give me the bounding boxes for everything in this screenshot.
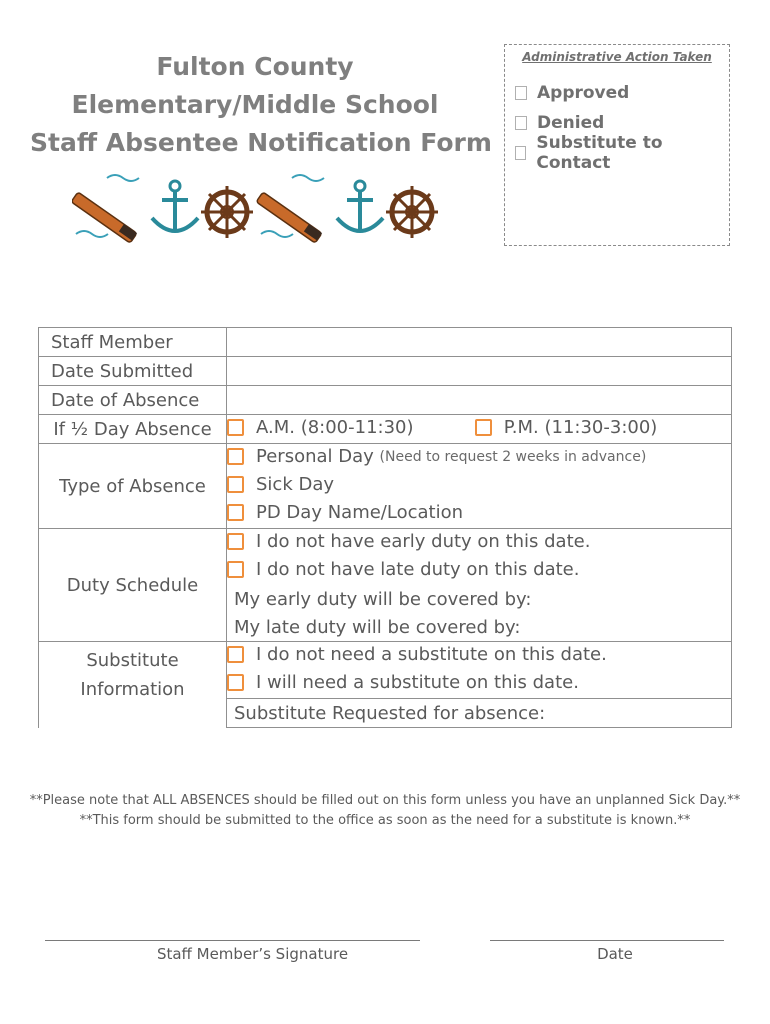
option-personal-day[interactable] [227,444,732,473]
checkbox-icon[interactable] [475,419,492,436]
admin-option-label: Substitute to Contact [536,133,663,173]
label-type-of-absence: Type of Absence [39,444,227,529]
option-no-substitute[interactable] [227,642,732,671]
spyglass-icon [256,175,324,243]
label-date-submitted: Date Submitted [39,357,227,386]
label-date-of-absence: Date of Absence [39,386,227,415]
label-substitute-line2: Information [80,679,185,700]
anchor-icon [152,181,198,232]
option-pd-label: PD Day Name/Location [256,502,463,523]
anchor-icon [337,181,383,232]
admin-option-label: Approved [537,83,630,103]
checkbox-icon[interactable] [227,674,244,691]
field-date-of-absence[interactable] [227,386,732,415]
personal-day-note: (Need to request 2 weeks in advance) [379,448,647,465]
field-late-duty-cover[interactable]: My late duty will be covered by: [227,613,732,642]
note-all-absences: **Please note that ALL ABSENCES should be filled out on this form unless you have an unplanned Sick Day.** [29,793,741,808]
admin-option-label: Denied [537,113,605,133]
label-staff-member: Staff Member [39,328,227,357]
option-am-label: A.M. (8:00-11:30) [256,417,414,438]
title-line-1: Fulton County [156,52,354,81]
admin-option-approved[interactable] [515,78,729,108]
date-line[interactable] [490,940,724,941]
field-staff-member[interactable] [227,328,732,357]
checkbox-icon[interactable] [515,86,527,100]
option-sick-label: Sick Day [256,474,335,495]
label-substitute-line1: Substitute [86,650,179,671]
admin-action-box [504,44,730,246]
staff-signature-label: Staff Member’s Signature [156,945,349,963]
signature-line[interactable] [45,940,420,941]
title-line-2: Elementary/Middle School [71,90,439,119]
admin-option-substitute[interactable] [515,133,729,173]
checkbox-icon[interactable] [227,533,244,550]
absence-form-table [38,327,732,728]
option-no-late-duty[interactable] [227,557,732,585]
option-need-substitute-label: I will need a substitute on this date. [256,672,579,693]
option-sick-day[interactable] [227,472,732,500]
option-pd-day[interactable] [227,500,732,529]
spyglass-icon [72,175,139,243]
checkbox-icon[interactable] [515,146,526,160]
label-duty-schedule: Duty Schedule [39,529,227,642]
label-half-day: If ½ Day Absence [39,415,227,444]
option-no-early-label: I do not have early duty on this date. [256,531,591,552]
note-submit-office: **This form should be submitted to the office as soon as the need for a substitute is known.** [79,813,691,828]
checkbox-icon[interactable] [515,116,527,130]
checkbox-icon[interactable] [227,448,244,465]
label-substitute-info [39,642,227,728]
ships-wheel-icon [201,186,253,238]
ships-wheel-icon [386,186,438,238]
form-title [30,48,492,162]
field-substitute-requested[interactable]: Substitute Requested for absence: [227,699,732,728]
date-label: Date [597,945,633,963]
nautical-decoration [72,172,452,250]
option-no-substitute-label: I do not need a substitute on this date. [256,644,607,665]
checkbox-icon[interactable] [227,419,244,436]
half-day-options [227,415,732,444]
option-pm-label: P.M. (11:30-3:00) [503,417,658,438]
admin-title: Administrative Action Taken [522,50,712,64]
option-pm[interactable] [475,417,658,438]
option-am[interactable] [227,417,469,438]
option-no-late-label: I do not have late duty on this date. [256,559,580,580]
option-personal-label: Personal Day [256,446,374,467]
checkbox-icon[interactable] [227,504,244,521]
option-need-substitute[interactable] [227,670,732,699]
field-date-submitted[interactable] [227,357,732,386]
checkbox-icon[interactable] [227,476,244,493]
option-no-early-duty[interactable] [227,529,732,558]
checkbox-icon[interactable] [227,646,244,663]
field-early-duty-cover[interactable]: My early duty will be covered by: [227,585,732,613]
checkbox-icon[interactable] [227,561,244,578]
title-line-3: Staff Absentee Notification Form [30,128,492,157]
